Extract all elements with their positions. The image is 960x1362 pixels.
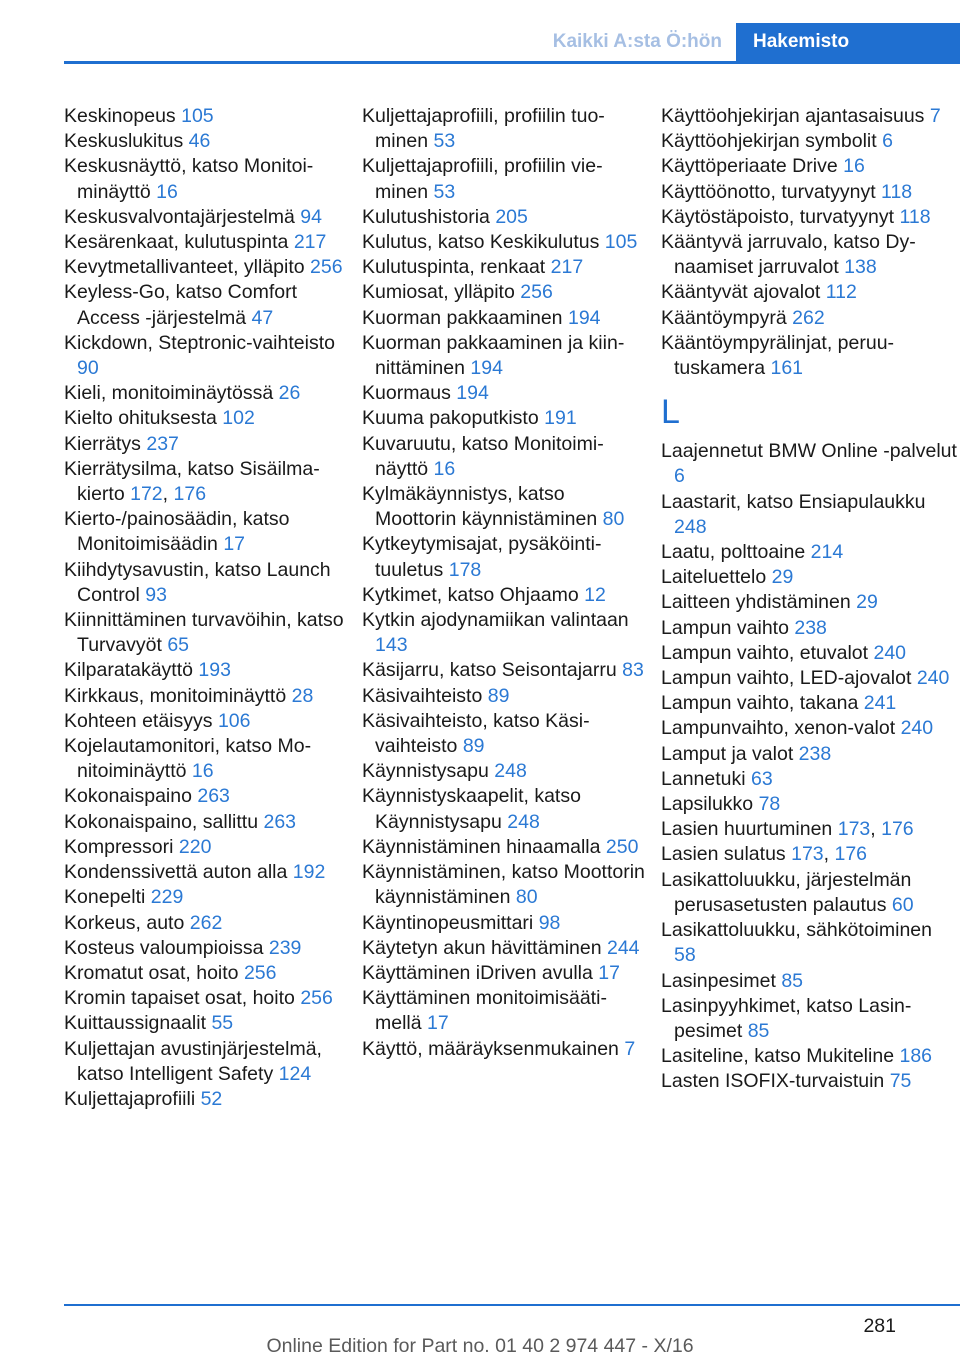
page-reference-link[interactable]: 6	[882, 130, 893, 153]
page-reference-link[interactable]: 7	[929, 105, 941, 127]
index-entry	[362, 759, 647, 784]
index-entry-term: Kromin tapaiset osat, hoito	[64, 987, 295, 1010]
index-entry-term: Korkeus, auto	[64, 911, 185, 934]
index-entry-term: Lasien sulatus	[661, 843, 786, 866]
index-column-3	[661, 104, 957, 1095]
index-entry-term: Kielto ohituksesta	[64, 407, 217, 430]
index-entry	[661, 490, 957, 540]
page-reference-link[interactable]: 6	[674, 465, 685, 488]
page-reference-link[interactable]: 16	[843, 155, 865, 178]
header-rule	[64, 61, 960, 64]
page-reference-link[interactable]: 248	[674, 515, 707, 538]
index-entry-term: Kierrätys	[64, 432, 141, 455]
page-reference-link[interactable]: 52	[200, 1087, 223, 1110]
index-entry	[362, 684, 647, 709]
index-entry-term: Kuorman pakkaaminen ja kiinnittäminen	[362, 331, 625, 380]
index-entry	[362, 784, 647, 834]
index-entry	[661, 616, 957, 641]
index-entry-term: Keyless-Go, katso Comfort Access -järjestelmä	[64, 281, 297, 329]
index-entry-term: Konepelti	[64, 886, 146, 909]
index-entry-term: Lasikattoluukku, sähkötoiminen	[661, 919, 932, 942]
index-entry	[661, 817, 957, 842]
index-entry-term: Kuljettajaprofiili, profiilin vieminen	[362, 155, 603, 203]
index-entry-term: Käsijarru, katso Seisontajarru	[362, 659, 617, 682]
index-entry	[362, 936, 647, 961]
index-entry	[362, 255, 647, 280]
page-reference-link[interactable]: 248	[507, 810, 540, 833]
page-reference-link[interactable]: 214	[810, 541, 844, 564]
page-reference-link[interactable]: 248	[494, 760, 527, 783]
index-entry	[64, 154, 349, 204]
index-entry	[661, 565, 957, 590]
page-reference-link[interactable]: 16	[433, 457, 456, 480]
index-entry	[64, 1037, 349, 1087]
index-entry	[661, 230, 957, 280]
index-entry-term: Käyttöperiaate Drive	[661, 155, 838, 178]
index-entry	[362, 280, 647, 305]
index-entry	[64, 709, 349, 734]
index-entry-term: Käynnistäminen, katso Moottorin käynnistäminen	[362, 861, 645, 909]
index-entry-term: Kondenssivettä auton alla	[64, 861, 288, 884]
index-entry	[362, 583, 647, 608]
index-entry	[661, 154, 957, 179]
index-entry	[64, 255, 349, 280]
page-reference-link[interactable]: 176	[834, 843, 868, 866]
page-reference-link[interactable]: 105	[181, 105, 214, 127]
page-reference-link[interactable]: 118	[899, 205, 931, 228]
page-reference-link[interactable]: 90	[77, 357, 99, 380]
index-entry	[64, 507, 349, 557]
index-entry	[661, 180, 957, 205]
index-entry	[64, 810, 349, 835]
index-entry-term: Kääntöympyrä	[661, 306, 787, 329]
index-entry	[64, 205, 349, 230]
index-entry	[661, 280, 957, 305]
index-entry	[64, 457, 349, 507]
edition-note: Online Edition for Part no. 01 40 2 974 447 - X/16	[266, 1335, 694, 1357]
index-entry-term: Kickdown, Steptronic-vaihteisto	[64, 331, 335, 354]
index-entry-term: Kosteus valoumpioissa	[64, 936, 264, 959]
index-entry-term: Laastarit, katso Ensiapulaukku	[661, 490, 926, 513]
page-reference-link[interactable]: 172	[130, 483, 163, 506]
page-reference-link[interactable]: 60	[891, 893, 914, 916]
index-entry-term: Käynnistyskaapelit, katso Käynnistysapu	[362, 785, 581, 833]
index-entry	[362, 911, 647, 936]
index-entry	[64, 1011, 349, 1036]
index-entry	[64, 658, 349, 683]
index-entry	[362, 432, 647, 482]
page-reference-link[interactable]: 250	[605, 835, 639, 858]
index-entry	[661, 129, 957, 154]
index-entry-term: Kokonaispaino	[64, 785, 192, 808]
index-entry-term: Kuuma pakoputkisto	[362, 407, 539, 430]
index-entry-term: Lasien huurtuminen	[661, 818, 833, 841]
page-reference-link[interactable]: 263	[263, 810, 297, 833]
index-entry	[362, 482, 647, 532]
page-reference-link[interactable]: 29	[856, 591, 878, 614]
index-entry-term: Lampun vaihto	[661, 616, 789, 639]
index-entry-term: Keskuslukitus	[64, 130, 184, 153]
page-reference-link[interactable]: 237	[146, 432, 179, 455]
index-entry	[661, 331, 957, 381]
index-entry	[64, 911, 349, 936]
index-entry-term: Kuljettajaprofiili	[64, 1087, 196, 1110]
page-reference-link[interactable]: 16	[191, 760, 214, 783]
index-entry	[661, 1044, 957, 1069]
index-entry-term: Kompressori	[64, 835, 174, 858]
page-reference-link[interactable]: 118	[881, 180, 913, 203]
page-reference-link[interactable]: 193	[198, 659, 231, 682]
index-entry-term: Käyttöönotto, turvatyynyt	[661, 180, 876, 203]
index-entry	[661, 792, 957, 817]
page-reference-link[interactable]: 17	[427, 1012, 449, 1035]
page-reference-link[interactable]: 176	[173, 483, 207, 506]
index-entry-term: Kulutus, katso Keskikulutus	[362, 231, 600, 254]
page-reference-link[interactable]: 138	[844, 256, 877, 279]
page-reference-link[interactable]: 12	[584, 583, 606, 606]
index-entry	[362, 104, 647, 154]
page-reference-link[interactable]: 229	[150, 886, 184, 909]
index-entry-term: Kuittaussignaalit	[64, 1012, 207, 1035]
page-reference-link[interactable]: 186	[899, 1045, 933, 1068]
index-entry-term: Lampunvaihto, xenon-valot	[661, 717, 896, 740]
page-reference-link[interactable]: 63	[751, 767, 773, 790]
index-entry-term: Kirkkaus, monitoiminäyttö	[64, 684, 287, 707]
page-ref-separator: ,	[162, 483, 169, 506]
index-entry-term: Lasten ISOFIX-turvaistuin	[661, 1070, 885, 1093]
index-entry	[64, 230, 349, 255]
index-entry-term: Kuormaus	[362, 382, 451, 405]
index-entry	[661, 691, 957, 716]
page-reference-link[interactable]: 83	[622, 659, 644, 682]
page-reference-link[interactable]: 93	[145, 583, 167, 606]
page-reference-link[interactable]: 256	[520, 281, 553, 304]
index-entry	[64, 432, 349, 457]
page-reference-link[interactable]: 240	[916, 667, 950, 690]
index-entry-term: Laajennetut BMW Online -palvelut	[661, 440, 957, 463]
index-entry-term: Kuvaruutu, katso Monitoiminäyttö	[362, 432, 604, 480]
page-reference-link[interactable]: 53	[433, 130, 456, 153]
index-entry	[661, 969, 957, 994]
page-reference-link[interactable]: 46	[188, 130, 211, 153]
index-entry	[64, 936, 349, 961]
page-reference-link[interactable]: 262	[792, 306, 825, 329]
page-reference-link[interactable]: 178	[448, 558, 482, 581]
page-reference-link[interactable]: 176	[881, 818, 914, 841]
page-reference-link[interactable]: 89	[487, 684, 510, 707]
index-entry	[64, 784, 349, 809]
index-entry-term: Käyttäminen iDriven avulla	[362, 961, 593, 984]
index-entry	[362, 154, 647, 204]
page-reference-link[interactable]: 173	[791, 843, 824, 866]
index-entry-term: Kulutushistoria	[362, 205, 490, 228]
index-entry	[64, 406, 349, 431]
page-reference-link[interactable]: 112	[825, 281, 857, 304]
index-entry-term: Keskusvalvontajärjestelmä	[64, 205, 295, 228]
page-number: 281	[863, 1315, 896, 1337]
index-entry-term: Lasikattoluukku, järjestelmän perusasetusten palautus	[661, 868, 912, 916]
index-entry-term: Käynnistäminen hinaamalla	[362, 835, 601, 858]
index-entry-term: Kojelautamonitori, katso Monitoiminäyttö	[64, 735, 312, 783]
section-tab[interactable]: Kaikki A:sta Ö:hön	[552, 31, 722, 52]
page-reference-link[interactable]: 80	[515, 886, 538, 909]
index-entry	[661, 716, 957, 741]
index-entry-term: Kierto-/painosäädin, katso Monitoimisäädin	[64, 508, 290, 556]
index-entry-term: Lampun vaihto, takana	[661, 692, 859, 715]
page-reference-link[interactable]: 194	[456, 382, 489, 405]
index-entry	[64, 860, 349, 885]
page-reference-link[interactable]: 194	[567, 306, 601, 329]
index-entry	[64, 835, 349, 860]
index-entry-term: Lampun vaihto, etuvalot	[661, 641, 869, 664]
index-entry	[64, 280, 349, 330]
index-entry	[362, 835, 647, 860]
index-entry-term: Kokonaispaino, sallittu	[64, 810, 259, 833]
index-entry-term: Käsivaihteisto, katso Käsivaihteisto	[362, 709, 590, 758]
index-entry	[661, 205, 957, 230]
index-entry-term: Kääntyvä jarruvalo, katso Dynaamiset jarruvalot	[661, 231, 916, 279]
index-entry	[64, 684, 349, 709]
index-entry-term: Kuljettajan avustinjärjestelmä, katso Intelligent Safety	[64, 1037, 322, 1085]
page-reference-link[interactable]: 217	[293, 231, 327, 254]
page-reference-link[interactable]: 194	[470, 357, 503, 380]
index-entry	[661, 666, 957, 691]
page-reference-link[interactable]: 217	[550, 256, 584, 279]
index-entry-term: Laatu, polttoaine	[661, 541, 806, 564]
index-entry	[661, 306, 957, 331]
index-entry-term: Kiihdytysavustin, katso Launch Control	[64, 558, 331, 606]
index-entry	[64, 986, 349, 1011]
page-reference-link[interactable]: 102	[222, 407, 255, 430]
index-entry	[64, 381, 349, 406]
index-entry-term: Keskinopeus	[64, 105, 176, 127]
index-entry	[661, 1069, 957, 1094]
page-reference-link[interactable]: 55	[211, 1012, 234, 1035]
page-reference-link[interactable]: 256	[243, 961, 277, 984]
index-entry	[661, 842, 957, 867]
index-entry-term: Kiinnittäminen turvavöihin, katso Turvavyöt	[64, 609, 344, 657]
index-entry	[661, 590, 957, 615]
page-reference-link[interactable]: 161	[770, 357, 804, 380]
index-entry	[64, 1087, 349, 1112]
index-entry-term: Kuljettajaprofiili, profiilin tuominen	[362, 105, 605, 153]
index-entry-term: Kytkimet, katso Ohjaamo	[362, 583, 579, 606]
page-reference-link[interactable]: 58	[674, 944, 696, 967]
index-letter-heading: L	[661, 393, 680, 432]
index-entry	[661, 868, 957, 918]
footer-rule	[64, 1304, 960, 1306]
page-reference-link[interactable]: 263	[197, 785, 230, 808]
index-entry	[64, 885, 349, 910]
index-entry	[362, 986, 647, 1036]
index-entry-term: Kilparatakäyttö	[64, 659, 193, 682]
index-entry	[661, 742, 957, 767]
index-entry	[661, 641, 957, 666]
index-entry-term: Kytkeytymisajat, pysäköintituuletus	[362, 533, 602, 581]
index-entry-term: Käynnistysapu	[362, 760, 489, 783]
index-entry	[661, 439, 957, 489]
page-reference-link[interactable]: 7	[624, 1037, 636, 1060]
page-reference-link[interactable]: 17	[598, 961, 620, 984]
page-reference-link[interactable]: 240	[900, 717, 934, 740]
index-entry	[362, 306, 647, 331]
index-entry	[362, 230, 647, 255]
page-reference-link[interactable]: 192	[292, 861, 326, 884]
index-entry	[64, 129, 349, 154]
index-entry-term: Kuorman pakkaaminen	[362, 306, 563, 329]
index-entry	[362, 331, 647, 381]
page-reference-link[interactable]: 262	[189, 911, 223, 934]
index-entry-term: Käyttö, määräyksenmukainen	[362, 1037, 619, 1060]
page-reference-link[interactable]: 65	[167, 634, 190, 657]
index-entry-term: Lampun vaihto, LED-ajovalot	[661, 667, 912, 690]
index-entry-term: Kohteen etäisyys	[64, 709, 213, 732]
index-entry	[64, 104, 349, 129]
index-column-1	[64, 104, 349, 1112]
page-reference-link[interactable]: 205	[495, 205, 528, 228]
index-entry-term: Kääntöympyrälinjat, peruutuskamera	[661, 331, 895, 380]
page-reference-link[interactable]: 124	[278, 1062, 312, 1085]
index-entry-term: Lamput ja valot	[661, 742, 794, 765]
index-entry	[64, 608, 349, 658]
index-entry	[661, 918, 957, 968]
index-entry-term: Kierrätysilma, katso Sisäilmakierto	[64, 457, 320, 506]
index-entry	[362, 532, 647, 582]
index-entry-term: Lasinpesimet	[661, 969, 776, 992]
page-reference-link[interactable]: 47	[251, 306, 274, 329]
page-reference-link[interactable]: 75	[889, 1070, 912, 1093]
index-entry-term: Lapsilukko	[661, 793, 754, 816]
page-reference-link[interactable]: 29	[771, 566, 794, 589]
index-entry	[362, 709, 647, 759]
index-entry	[362, 406, 647, 431]
index-entry-term: Kromatut osat, hoito	[64, 961, 239, 984]
index-entry	[64, 558, 349, 608]
page-reference-link[interactable]: 89	[462, 735, 485, 758]
page-reference-link[interactable]: 143	[375, 634, 408, 657]
page-reference-link[interactable]: 85	[781, 969, 804, 992]
index-entry	[661, 540, 957, 565]
page-reference-link[interactable]: 241	[863, 692, 897, 715]
index-entry	[64, 961, 349, 986]
index-entry-term: Kulutuspinta, renkaat	[362, 256, 546, 279]
page-reference-link[interactable]: 26	[278, 382, 301, 405]
index-entry	[661, 994, 957, 1044]
page-reference-link[interactable]: 244	[606, 936, 640, 959]
page-reference-link[interactable]: 191	[544, 407, 577, 430]
index-entry-term: Käytetyn akun hävittäminen	[362, 936, 602, 959]
page-ref-separator: ,	[870, 818, 876, 841]
index-entry-term: Lannetuki	[661, 767, 746, 790]
index-entry-term: Laiteluettelo	[661, 566, 767, 589]
page-reference-link[interactable]: 238	[794, 616, 827, 639]
page-reference-link[interactable]: 16	[156, 180, 178, 203]
page-reference-link[interactable]: 256	[300, 987, 333, 1010]
page-reference-link[interactable]: 105	[604, 231, 638, 254]
index-entry	[362, 658, 647, 683]
page-reference-link[interactable]: 173	[837, 818, 871, 841]
page-reference-link[interactable]: 240	[873, 641, 907, 664]
index-entry-term: Lasinpyyhkimet, katso Lasinpesimet	[661, 994, 912, 1042]
index-entry	[362, 860, 647, 910]
page-ref-separator: ,	[823, 843, 830, 866]
page-reference-link[interactable]: 238	[798, 742, 832, 765]
page-reference-link[interactable]: 106	[217, 709, 251, 732]
page-reference-link[interactable]: 220	[178, 835, 212, 858]
index-entry-term: Kääntyvät ajovalot	[661, 281, 821, 304]
index-entry	[362, 205, 647, 230]
page-reference-link[interactable]: 80	[602, 508, 625, 531]
index-entry	[362, 1037, 647, 1062]
index-entry-term: Käyttöohjekirjan ajantasaisuus	[661, 105, 925, 127]
page-reference-link[interactable]: 94	[300, 205, 322, 228]
page-reference-link[interactable]: 28	[291, 684, 314, 707]
index-tab[interactable]: Hakemisto	[736, 23, 960, 61]
index-entry-term: Kesärenkaat, kulutuspinta	[64, 231, 289, 254]
index-entry-term: Käsivaihteisto	[362, 684, 483, 707]
index-entry-term: Käyttäminen monitoimisäätimellä	[362, 987, 607, 1035]
index-entry	[362, 608, 647, 658]
index-entry	[661, 767, 957, 792]
index-entry-term: Laitteen yhdistäminen	[661, 591, 851, 614]
page-reference-link[interactable]: 17	[223, 533, 246, 556]
index-entry-term: Keskusnäyttö, katso Monitoiminäyttö	[64, 155, 314, 203]
index-entry	[362, 381, 647, 406]
index-entry-term: Käytöstäpoisto, turvatyynyt	[661, 205, 895, 228]
index-entry-term: Kieli, monitoiminäytössä	[64, 382, 274, 405]
index-entry	[362, 961, 647, 986]
index-entry-term: Kylmäkäynnistys, katso Moottorin käynnistäminen	[362, 483, 598, 531]
page-reference-link[interactable]: 98	[538, 911, 561, 934]
index-entry-term: Kytkin ajodynamiikan valintaan	[362, 609, 629, 632]
index-entry-term: Käyntinopeusmittari	[362, 911, 534, 934]
page-reference-link[interactable]: 85	[747, 1019, 770, 1042]
index-entry	[661, 104, 957, 129]
page-reference-link[interactable]: 53	[433, 180, 456, 203]
index-entry-term: Kevytmetallivanteet, ylläpito	[64, 256, 305, 279]
index-column-2	[362, 104, 647, 1062]
page-reference-link[interactable]: 78	[758, 793, 781, 816]
index-entry-term: Kumiosat, ylläpito	[362, 281, 515, 304]
index-entry-term: Käyttöohjekirjan symbolit	[661, 130, 877, 153]
index-entry	[64, 734, 349, 784]
index-entry-term: Lasiteline, katso Mukiteline	[661, 1045, 895, 1068]
page-reference-link[interactable]: 256	[310, 256, 343, 279]
index-entry	[64, 331, 349, 381]
page-reference-link[interactable]: 239	[268, 936, 302, 959]
